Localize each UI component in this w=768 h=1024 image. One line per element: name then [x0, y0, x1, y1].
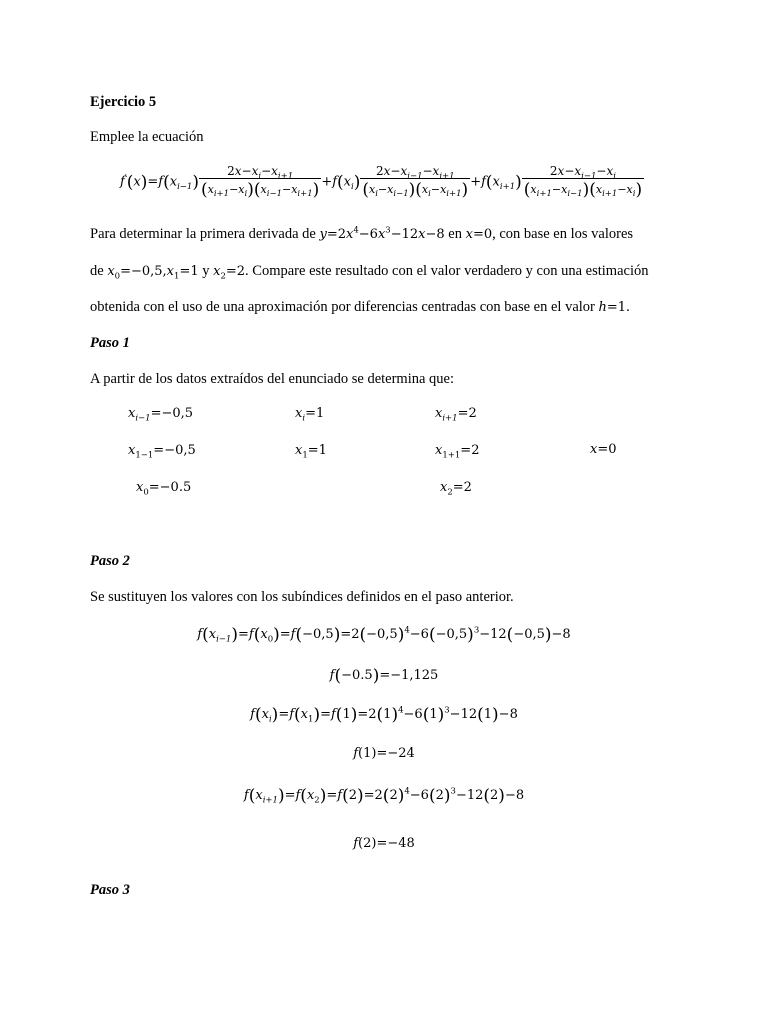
- row3-x-2: $x_2=2$: [440, 480, 472, 498]
- step-2-text: Se sustituyen los valores con los subíndices definidos en el paso anterior.: [90, 589, 514, 605]
- row1-x-i: $x_i=1$: [295, 406, 325, 424]
- step-1-heading: Paso 1: [90, 335, 130, 351]
- x-values-expression: $x_0=-0,5,x_1=1$: [107, 264, 199, 282]
- para-text-c: , con base en los valores: [492, 226, 634, 242]
- step-3-heading: Paso 3: [90, 882, 130, 898]
- eq-f-one-result: f(1)=−24: [353, 746, 415, 761]
- para-text-b: en: [448, 226, 462, 242]
- para-text-a: Para determinar la primera derivada de: [90, 226, 316, 242]
- h-expression: h=1: [598, 300, 627, 315]
- para-text-d: de: [90, 263, 104, 279]
- row3-x-0: $x_0=-0.5$: [136, 480, 192, 498]
- intro-text: Emplee la ecuación: [90, 129, 204, 145]
- para-text-f: . Compare este resultado con el valor verdadero y con una estimación: [245, 263, 649, 279]
- row2-x-1-plus-1: $x_{1+1}=2$: [435, 443, 480, 461]
- step-1-text: A partir de los datos extraídos del enunciado se determina que:: [90, 371, 455, 387]
- main-formula: $f'(x)=f(x_{i-1})$ $\frac{2x-x_i-x_{i+1}}{(x_{i+1}-x_i)(x_{i-1}-x_{i+1})}$ $+f(x_i)$ $\frac{2x-x_{i-1}-x_{i+1}}{(x_i-x_{i-1})(x_i-x_{i+1})}$ $+f(x_{i+1})$ $\frac{2x-x_{i-1}-x_i}{(x_{i+1}-x_{i-1})(x_{i+1}-x_i)}$: [120, 164, 643, 200]
- row2-x-1: $x_1=1$: [295, 443, 327, 461]
- x-equals-zero: x=0: [465, 227, 493, 242]
- para-text-g: obtenida con el uso de una aproximación por diferencias centradas con base en el valor: [90, 299, 595, 315]
- eq-f-x-i-minus-1: $f(x_{i-1})=f(x_0)=f(-0,5)=2(-0,5)^4-6(-0,5)^3-12(-0,5)-8$: [197, 625, 571, 645]
- x2-expression: $x_2=2$: [213, 264, 246, 282]
- eq-f-minus-half-result: f(−0.5)=−1,125: [329, 666, 439, 686]
- paragraph-line-1: [90, 226, 633, 243]
- fraction-term-2: $\frac{2x-x_{i-1}-x_{i+1}}{(x_i-x_{i-1})(x_i-x_{i+1})}$: [362, 164, 469, 200]
- eq-f-x-i: $f(x_i)=f(x_1)=f(1)=2(1)^4-6(1)^3-12(1)-8$: [250, 705, 518, 725]
- fraction-term-1: $\frac{2x-x_i-x_{i+1}}{(x_{i+1}-x_i)(x_{i-1}-x_{i+1})}$: [200, 164, 320, 200]
- row2-x-zero: x=0: [590, 442, 617, 457]
- row1-x-i-plus-1: $x_{i+1}=2$: [435, 406, 477, 424]
- row1-x-i-minus-1: $x_{i-1}=-0,5$: [128, 406, 194, 424]
- fraction-term-3: $\frac{2x-x_{i-1}-x_i}{(x_{i+1}-x_{i-1})(x_{i+1}-x_i)}$: [523, 164, 643, 200]
- para-text-e: y: [202, 263, 210, 279]
- exercise-title: Ejercicio 5: [90, 94, 157, 110]
- paragraph-line-3: obtenida con el uso de una aproximación por diferencias centradas con base en el valor h=1.: [90, 299, 630, 315]
- eq-f-two-result: f(2)=−48: [353, 836, 415, 851]
- step-2-heading: Paso 2: [90, 553, 130, 569]
- row2-x-1-minus-1: $x_{1-1}=-0,5$: [128, 443, 196, 461]
- function-expression: $y=2x^4-6x^3-12x-8$: [319, 225, 445, 242]
- paragraph-line-2: [90, 263, 648, 280]
- eq-f-x-i-plus-1: $f(x_{i+1})=f(x_2)=f(2)=2(2)^4-6(2)^3-12(2)-8$: [243, 786, 525, 806]
